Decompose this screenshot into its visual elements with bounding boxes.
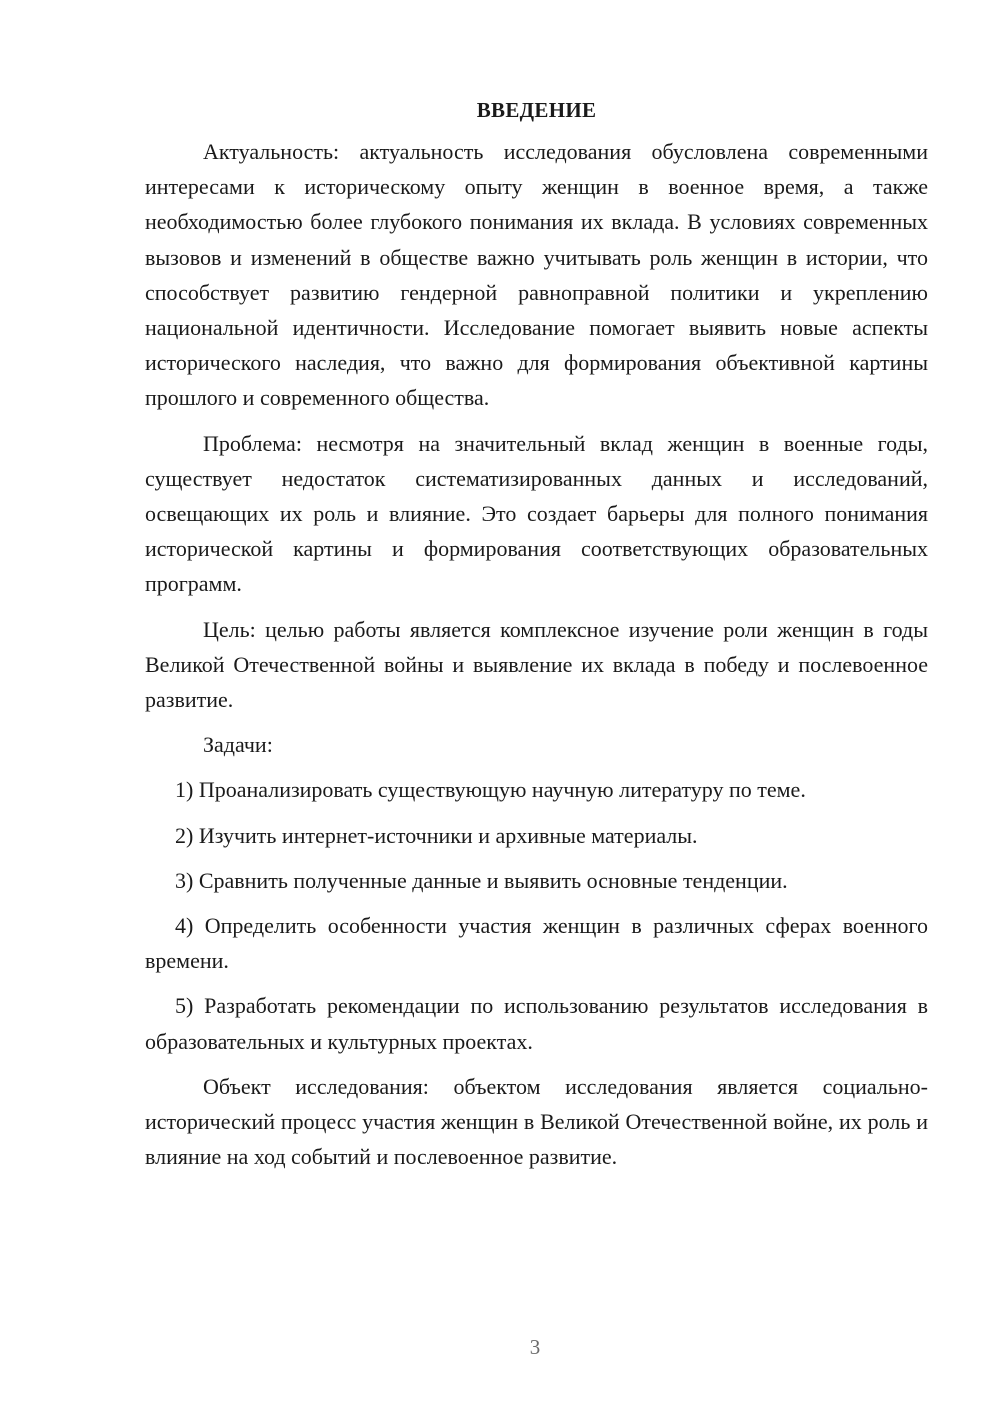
tasks-label: Задачи: <box>203 732 273 758</box>
problem-paragraph: Проблема: несмотря на значительный вклад женщин в военные годы, существует недостаток систематизированных данных и исследований, освещающих их роль и влияние. Это создает барьеры для полного понимания исторической картины и формирования соответствующих образовательных программ. <box>145 430 928 597</box>
task-item-1: 1) Проанализировать существующую научную литературу по теме. <box>175 777 806 803</box>
relevance-paragraph: Актуальность: актуальность исследования обусловлена современными интересами к историческому опыту женщин в военное время, а также необходимостью более глубокого понимания их вклада. В условиях современных вызовов и изменений в обществе важно учитывать роль женщин в истории, что способствует развитию гендерной равноправной политики и укреплению национальной идентичности. Исследование помогает выявить новые аспекты исторического наследия, что важно для формирования объективной картины прошлого и современного общества. <box>145 139 928 411</box>
task-item-3: 3) Сравнить полученные данные и выявить основные тенденции. <box>175 867 788 893</box>
page-number: 3 <box>529 1335 541 1359</box>
object-paragraph: Объект исследования: объектом исследования является социально-исторический процесс участия женщин в Великой Отечественной войне, их роль и влияние на ход событий и послевоенное развитие. <box>145 1073 928 1170</box>
section-heading: ВВЕДЕНИЕ <box>476 98 597 122</box>
task-item-2: 2) Изучить интернет-источники и архивные материалы. <box>175 822 698 848</box>
goal-paragraph: Цель: целью работы является комплексное изучение роли женщин в годы Великой Отечественной войны и выявление их вклада в победу и послевоенное развитие. <box>145 616 928 713</box>
page-content <box>145 92 928 1174</box>
task-item-5: 5) Разработать рекомендации по использованию результатов исследования в образовательных и культурных проектах. <box>145 993 928 1054</box>
task-item-4: 4) Определить особенности участия женщин в различных сферах военного времени. <box>145 913 928 974</box>
